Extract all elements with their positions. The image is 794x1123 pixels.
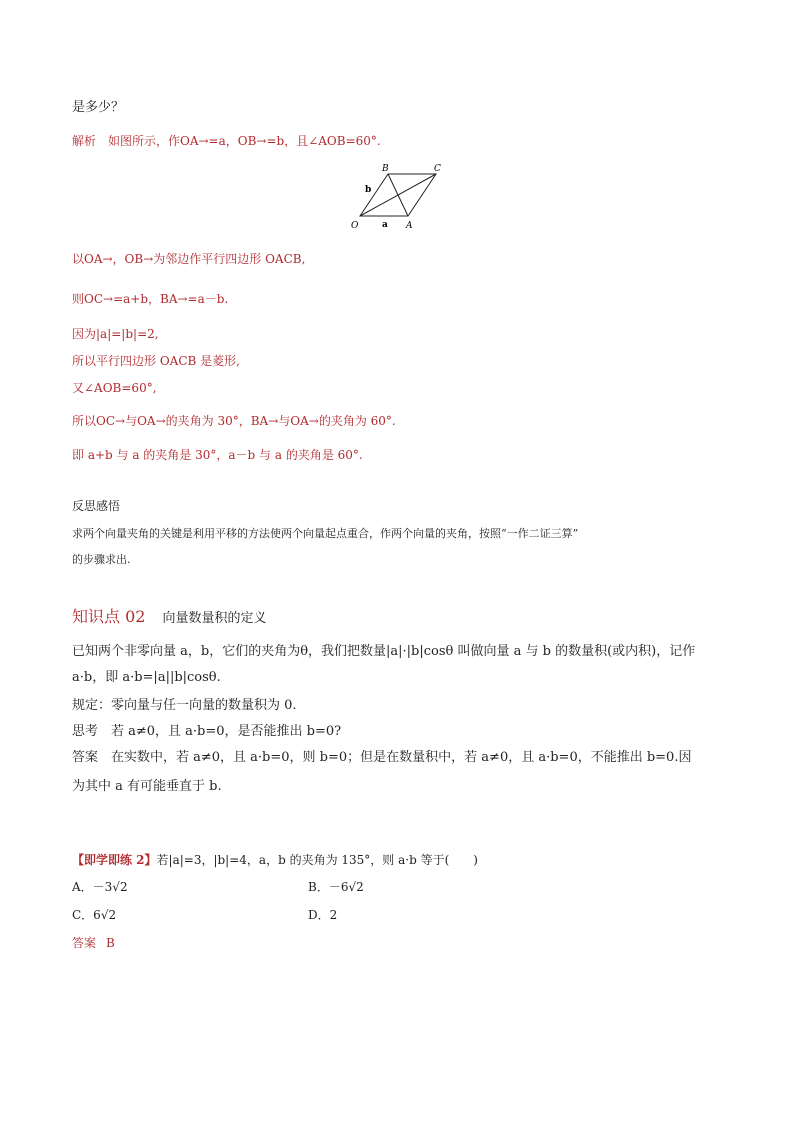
option-b: B．－6√2 xyxy=(308,880,364,894)
exercise-answer xyxy=(72,934,115,951)
think-line: 思考 若 a≠0，且 a·b=0，是否能推出 b=0? xyxy=(72,724,342,739)
knowledge-point-number: 知识点 02 xyxy=(72,607,146,626)
exercise-answer-label: 答案 xyxy=(72,936,97,950)
option-a: A．－3√2 xyxy=(72,880,128,894)
option-d: D．2 xyxy=(308,908,338,922)
reflection-line-2: 的步骤求出. xyxy=(72,553,131,566)
exercise-prompt xyxy=(72,851,478,868)
answer-line-2: 为其中 a 有可能垂直于 b. xyxy=(72,779,222,794)
knowledge-point-heading xyxy=(72,604,267,627)
rule-line: 规定：零向量与任一向量的数量积为 0. xyxy=(72,698,297,713)
definition-line-1: 已知两个非零向量 a，b，它们的夹角为θ，我们把数量|a|·|b|cosθ 叫做向量 a 与 b 的数量积(或内积)，记作 xyxy=(72,644,696,659)
exercise-text: 若|a|=3，|b|=4，a，b 的夹角为 135°，则 a·b 等于( ) xyxy=(156,853,478,867)
question-tail: 是多少？ xyxy=(72,100,125,115)
reflection-line-1: 求两个向量夹角的关键是利用平移的方法使两个向量起点重合，作两个向量的夹角，按照“一作二证三算” xyxy=(72,527,579,540)
label-C: C xyxy=(434,164,441,174)
reflection-title: 反思感悟 xyxy=(72,499,121,513)
answer-line-1: 答案 在实数中，若 a≠0，且 a·b=0，则 b=0；但是在数量积中，若 a≠0，且 a·b=0，不能推出 b=0.因 xyxy=(72,750,692,765)
parallelogram-figure xyxy=(348,160,448,235)
step-2: 则OC→=a+b，BA→=a－b. xyxy=(72,292,229,306)
exercise-answer-value: B xyxy=(106,936,115,950)
diagonal-ba xyxy=(388,174,408,216)
exercise-tag: 【即学即练 2】 xyxy=(72,853,157,867)
step-5: 又∠AOB=60°, xyxy=(72,381,157,395)
label-b: b xyxy=(365,185,372,195)
knowledge-point-title: 向量数量积的定义 xyxy=(162,611,267,626)
label-a: a xyxy=(382,220,388,230)
step-1: 以OA→，OB→为邻边作平行四边形 OACB, xyxy=(72,252,306,266)
step-3: 因为|a|=|b|=2, xyxy=(72,327,159,341)
option-c: C．6√2 xyxy=(72,908,117,922)
step-4: 所以平行四边形 OACB 是菱形, xyxy=(72,354,240,368)
definition-line-2: a·b，即 a·b=|a||b|cosθ. xyxy=(72,670,221,685)
step-7: 即 a+b 与 a 的夹角是 30°，a－b 与 a 的夹角是 60°. xyxy=(72,448,363,462)
label-B: B xyxy=(382,164,389,174)
step-6: 所以OC→与OA→的夹角为 30°，BA→与OA→的夹角为 60°. xyxy=(72,414,396,428)
solution-intro: 解析 如图所示，作OA→=a，OB→=b，且∠AOB=60°. xyxy=(72,134,381,148)
label-O: O xyxy=(351,221,359,231)
label-A: A xyxy=(406,221,413,231)
